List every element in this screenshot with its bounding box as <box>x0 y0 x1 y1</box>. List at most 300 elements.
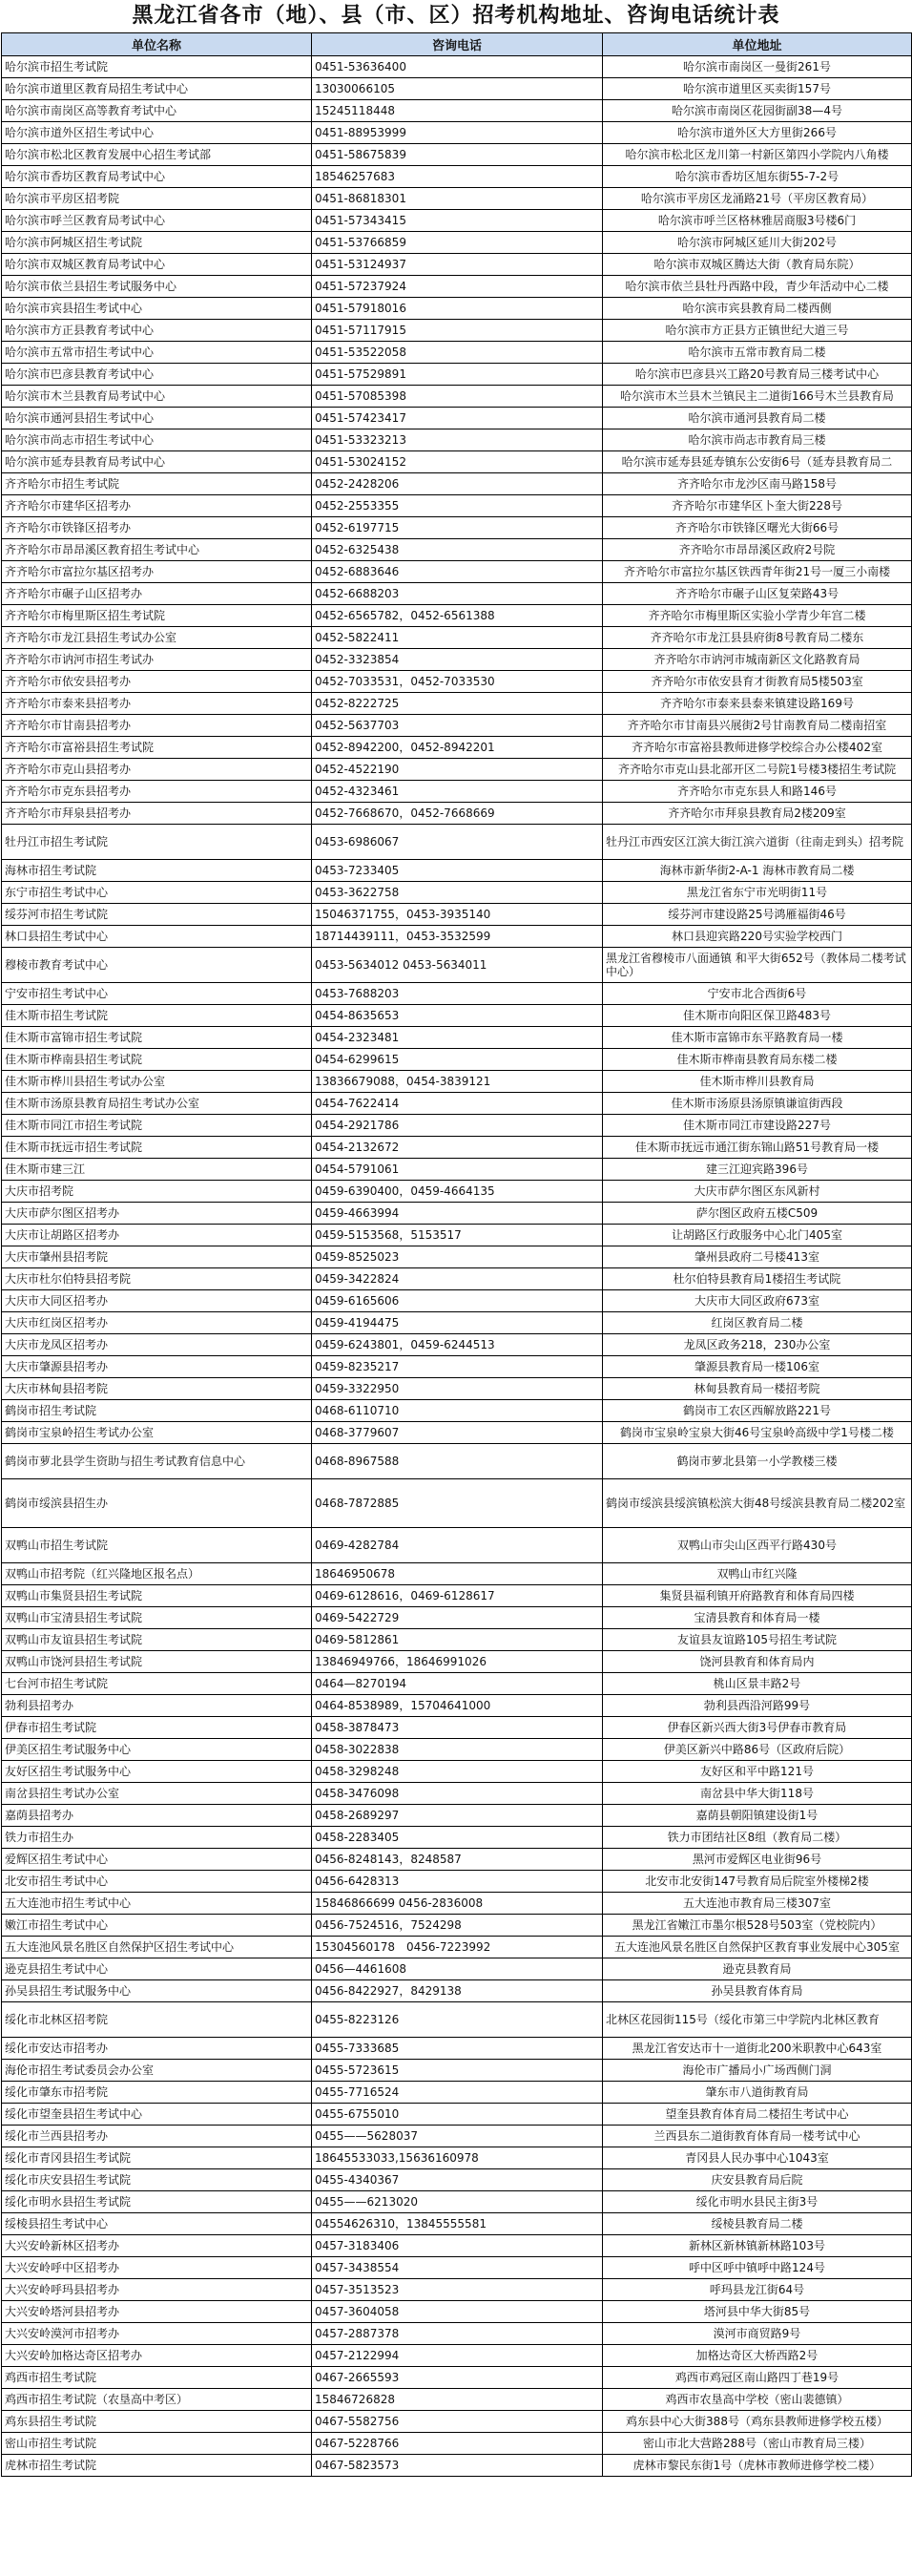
address-cell: 塔河县中华大街85号 <box>603 2301 912 2323</box>
header-phone: 咨询电话 <box>312 33 603 56</box>
address-cell: 望奎县教育体育局二楼招生考试中心 <box>603 2104 912 2126</box>
address-cell: 哈尔滨市宾县教育局二楼西侧 <box>603 298 912 320</box>
table-row <box>2 1629 912 1651</box>
unit-name-cell: 鹤岗市宝泉岭招生考试办公室 <box>2 1422 312 1444</box>
address-cell: 绥芬河市建设路25号鸿雁福街46号 <box>603 904 912 926</box>
phone-cell: 18646950678 <box>312 1563 603 1585</box>
phone-cell: 0456-7524516，7524298 <box>312 1915 603 1937</box>
phone-cell: 0452-6883646 <box>312 561 603 583</box>
address-cell: 龙凤区政务218，230办公室 <box>603 1334 912 1356</box>
phone-cell: 0457-3513523 <box>312 2279 603 2301</box>
table-row <box>2 1607 912 1629</box>
table-row <box>2 1181 912 1203</box>
address-cell: 饶河县教育和体育局内 <box>603 1651 912 1673</box>
phone-cell: 0454-6299615 <box>312 1049 603 1071</box>
address-cell: 哈尔滨市平房区龙涌路21号（平房区教育局） <box>603 188 912 210</box>
table-row <box>2 825 912 860</box>
address-cell: 齐齐哈尔市泰来县泰来镇建设路169号 <box>603 693 912 715</box>
unit-name-cell: 佳木斯市招生考试院 <box>2 1005 312 1027</box>
table-row <box>2 451 912 473</box>
phone-cell: 04554626310，13845555581 <box>312 2213 603 2235</box>
unit-name-cell: 大庆市大同区招考办 <box>2 1290 312 1312</box>
table-row <box>2 983 912 1005</box>
address-cell: 鹤岗市萝北县第一小学教楼三楼 <box>603 1444 912 1479</box>
address-cell: 哈尔滨市南岗区花园街副38—4号 <box>603 100 912 122</box>
address-cell: 齐齐哈尔市讷河市城南新区文化路教育局 <box>603 649 912 671</box>
address-cell: 林甸县教育局一楼招考院 <box>603 1378 912 1400</box>
address-cell: 哈尔滨市延寿县延寿镇东公安街6号（延寿县教育局二 <box>603 451 912 473</box>
table-row <box>2 2323 912 2345</box>
unit-name-cell: 海伦市招生考试委员会办公室 <box>2 2060 312 2082</box>
address-cell: 林口县迎宾路220号实验学校西门 <box>603 926 912 948</box>
unit-name-cell: 齐齐哈尔市梅里斯区招生考试院 <box>2 605 312 627</box>
phone-cell: 0455-5723615 <box>312 2060 603 2082</box>
unit-name-cell: 鹤岗市萝北县学生资助与招生考试教育信息中心 <box>2 1444 312 1479</box>
phone-cell: 0469-5812861 <box>312 1629 603 1651</box>
phone-cell: 0451-57343415 <box>312 210 603 232</box>
address-cell: 黑龙江省东宁市光明街11号 <box>603 882 912 904</box>
address-cell: 南岔县中华大街118号 <box>603 1783 912 1805</box>
phone-cell: 0451-53522058 <box>312 342 603 364</box>
address-cell: 佳木斯市汤原县汤原镇谦谊街西段 <box>603 1093 912 1115</box>
table-row <box>2 100 912 122</box>
address-cell: 佳木斯市桦南县教育局东楼二楼 <box>603 1049 912 1071</box>
table-row <box>2 882 912 904</box>
phone-cell: 0464—8270194 <box>312 1673 603 1695</box>
phone-cell: 0467-2665593 <box>312 2367 603 2389</box>
unit-name-cell: 鹤岗市招生考试院 <box>2 1400 312 1422</box>
table-row <box>2 1071 912 1093</box>
phone-cell: 0458-3878473 <box>312 1717 603 1739</box>
address-cell: 齐齐哈尔市富拉尔基区铁西青年街21号一厦三小南楼 <box>603 561 912 583</box>
unit-name-cell: 鸡西市招生考试院 <box>2 2367 312 2389</box>
table-row <box>2 473 912 495</box>
phone-cell: 18546257683 <box>312 166 603 188</box>
phone-cell: 0459-4194475 <box>312 1312 603 1334</box>
address-cell: 绥化市明水县民主街3号 <box>603 2191 912 2213</box>
phone-cell: 0451-53323213 <box>312 429 603 451</box>
address-cell: 齐齐哈尔市梅里斯区实验小学青少年宫二楼 <box>603 605 912 627</box>
table-row <box>2 1849 912 1871</box>
unit-name-cell: 齐齐哈尔市招生考试院 <box>2 473 312 495</box>
address-cell: 齐齐哈尔市富裕县教师进修学校综合办公楼402室 <box>603 737 912 759</box>
table-row <box>2 1203 912 1225</box>
address-cell: 牡丹江市西安区江滨大街江滨六道街（往南走到头）招考院 <box>603 825 912 860</box>
unit-name-cell: 伊春市招生考试院 <box>2 1717 312 1739</box>
phone-cell: 0464-8538989，15704641000 <box>312 1695 603 1717</box>
unit-name-cell: 大庆市肇州县招考院 <box>2 1246 312 1268</box>
table-row <box>2 517 912 539</box>
address-cell: 黑河市爱辉区电业街96号 <box>603 1849 912 1871</box>
unit-name-cell: 佳木斯市桦川县招生考试办公室 <box>2 1071 312 1093</box>
address-cell: 伊美区新兴中路86号（区政府后院） <box>603 1739 912 1761</box>
table-row <box>2 2345 912 2367</box>
phone-cell: 0453-3622758 <box>312 882 603 904</box>
table-row <box>2 342 912 364</box>
unit-name-cell: 双鸭山市友谊县招生考试院 <box>2 1629 312 1651</box>
unit-name-cell: 双鸭山市饶河县招生考试院 <box>2 1651 312 1673</box>
address-cell: 勃利县西沿河路99号 <box>603 1695 912 1717</box>
unit-name-cell: 佳木斯市抚远市招生考试院 <box>2 1137 312 1159</box>
phone-cell: 0454-2921786 <box>312 1115 603 1137</box>
unit-name-cell: 大庆市肇源县招考办 <box>2 1356 312 1378</box>
unit-name-cell: 五大连池风景名胜区自然保护区招生考试中心 <box>2 1937 312 1958</box>
address-cell: 友谊县友谊路105号招生考试院 <box>603 1629 912 1651</box>
phone-cell: 0458-2283405 <box>312 1827 603 1849</box>
table-row <box>2 320 912 342</box>
table-row <box>2 2235 912 2257</box>
address-cell: 肇源县教育局一楼106室 <box>603 1356 912 1378</box>
unit-name-cell: 友好区招生考试服务中心 <box>2 1761 312 1783</box>
unit-name-cell: 东宁市招生考试中心 <box>2 882 312 904</box>
unit-name-cell: 哈尔滨市宾县招生考试中心 <box>2 298 312 320</box>
unit-name-cell: 齐齐哈尔市泰来县招考办 <box>2 693 312 715</box>
phone-cell: 0459-8525023 <box>312 1246 603 1268</box>
phone-cell: 18645533033,15636160978 <box>312 2147 603 2169</box>
unit-name-cell: 虎林市招生考试院 <box>2 2455 312 2477</box>
phone-cell: 0451-57085398 <box>312 386 603 408</box>
phone-cell: 18714439111，0453-3532599 <box>312 926 603 948</box>
unit-name-cell: 双鸭山市宝清县招生考试院 <box>2 1607 312 1629</box>
unit-name-cell: 绥化市庆安县招生考试院 <box>2 2169 312 2191</box>
table-row <box>2 803 912 825</box>
address-cell: 让胡路区行政服务中心北门405室 <box>603 1225 912 1246</box>
table-row <box>2 1805 912 1827</box>
unit-name-cell: 哈尔滨市巴彦县教育考试中心 <box>2 364 312 386</box>
phone-cell: 0451-53024152 <box>312 451 603 473</box>
table-row <box>2 2213 912 2235</box>
address-cell: 哈尔滨市双城区腾达大街（教育局东院） <box>603 254 912 276</box>
address-cell: 铁力市团结社区8组（教育局二楼） <box>603 1827 912 1849</box>
address-cell: 北安市北安街147号教育局后院室外楼梯2楼 <box>603 1871 912 1893</box>
table-row <box>2 904 912 926</box>
table-row <box>2 2060 912 2082</box>
phone-cell: 0457-2122994 <box>312 2345 603 2367</box>
table-row <box>2 1980 912 2002</box>
address-cell: 佳木斯市富锦市东平路教育局一楼 <box>603 1027 912 1049</box>
header-row <box>2 33 912 56</box>
unit-name-cell: 大庆市让胡路区招考办 <box>2 1225 312 1246</box>
address-cell: 北林区花园街115号（绥化市第三中学院内北林区教育 <box>603 2002 912 2038</box>
unit-name-cell: 哈尔滨市双城区教育局考试中心 <box>2 254 312 276</box>
phone-cell: 0459-4663994 <box>312 1203 603 1225</box>
table-row <box>2 583 912 605</box>
unit-name-cell: 穆棱市教育考试中心 <box>2 948 312 983</box>
unit-name-cell: 哈尔滨市依兰县招生考试服务中心 <box>2 276 312 298</box>
address-cell: 齐齐哈尔市甘南县兴展街2号甘南教育局二楼南招室 <box>603 715 912 737</box>
unit-name-cell: 齐齐哈尔市克山县招考办 <box>2 759 312 781</box>
address-cell: 五大连池风景名胜区自然保护区教育事业发展中心305室 <box>603 1937 912 1958</box>
table-row <box>2 2257 912 2279</box>
phone-cell: 0455——5628037 <box>312 2126 603 2147</box>
address-cell: 齐齐哈尔市龙沙区南马路158号 <box>603 473 912 495</box>
unit-name-cell: 爱辉区招生考试中心 <box>2 1849 312 1871</box>
unit-name-cell: 大兴安岭呼中区招考办 <box>2 2257 312 2279</box>
phone-cell: 0452-4522190 <box>312 759 603 781</box>
address-cell: 肇东市八道街教育局 <box>603 2082 912 2104</box>
unit-name-cell: 北安市招生考试中心 <box>2 1871 312 1893</box>
table-row <box>2 1422 912 1444</box>
table-row <box>2 1444 912 1479</box>
address-cell: 呼中区呼中镇呼中路124号 <box>603 2257 912 2279</box>
phone-cell: 0452-3323854 <box>312 649 603 671</box>
unit-name-cell: 哈尔滨市香坊区教育局考试中心 <box>2 166 312 188</box>
table-row <box>2 737 912 759</box>
address-cell: 佳木斯市抚远市通江街东锦山路51号教育局一楼 <box>603 1137 912 1159</box>
phone-cell: 0469-4282784 <box>312 1528 603 1563</box>
phone-cell: 0459-3322950 <box>312 1378 603 1400</box>
contact-table <box>1 32 912 2477</box>
address-cell: 鹤岗市绥滨县绥滨镇松滨大街48号绥滨县教育局二楼202室 <box>603 1479 912 1528</box>
table-row <box>2 1225 912 1246</box>
address-cell: 大庆市大同区政府673室 <box>603 1290 912 1312</box>
phone-cell: 0455-4340367 <box>312 2169 603 2191</box>
phone-cell: 0469-6128616，0469-6128617 <box>312 1585 603 1607</box>
address-cell: 鸡西市农垦高中学校（密山裴德镇） <box>603 2389 912 2411</box>
phone-cell: 0453-7688203 <box>312 983 603 1005</box>
phone-cell: 0452-5822411 <box>312 627 603 649</box>
phone-cell: 15846726828 <box>312 2389 603 2411</box>
unit-name-cell: 佳木斯市富锦市招生考试院 <box>2 1027 312 1049</box>
table-row <box>2 1268 912 1290</box>
address-cell: 杜尔伯特县教育局1楼招生考试院 <box>603 1268 912 1290</box>
phone-cell: 0451-57423417 <box>312 408 603 429</box>
address-cell: 呼玛县龙江街64号 <box>603 2279 912 2301</box>
unit-name-cell: 绥化市兰西县招考办 <box>2 2126 312 2147</box>
table-row <box>2 2389 912 2411</box>
address-cell: 齐齐哈尔市克山县北部开区二号院1号楼3楼招生考试院 <box>603 759 912 781</box>
table-row <box>2 1246 912 1268</box>
address-cell: 齐齐哈尔市铁锋区曙光大街66号 <box>603 517 912 539</box>
address-cell: 哈尔滨市松北区龙川第一村新区第四小学院内八角楼 <box>603 144 912 166</box>
unit-name-cell: 大庆市招考院 <box>2 1181 312 1203</box>
address-cell: 密山市北大营路288号（密山市教育局三楼） <box>603 2433 912 2455</box>
unit-name-cell: 伊美区招生考试服务中心 <box>2 1739 312 1761</box>
unit-name-cell: 大兴安岭漠河市招考办 <box>2 2323 312 2345</box>
phone-cell: 0459-6390400，0459-4664135 <box>312 1181 603 1203</box>
unit-name-cell: 哈尔滨市平房区招考院 <box>2 188 312 210</box>
phone-cell: 0456—4461608 <box>312 1958 603 1980</box>
table-row <box>2 2455 912 2477</box>
phone-cell: 13846949766，18646991026 <box>312 1651 603 1673</box>
table-row <box>2 539 912 561</box>
phone-cell: 0452-6688203 <box>312 583 603 605</box>
table-row <box>2 1673 912 1695</box>
address-cell: 新林区新林镇新林路103号 <box>603 2235 912 2257</box>
table-row <box>2 2367 912 2389</box>
address-cell: 黑龙江省穆棱市八面通镇 和平大街652号（教体局二楼考试中心） <box>603 948 912 983</box>
phone-cell: 0454-7622414 <box>312 1093 603 1115</box>
unit-name-cell: 哈尔滨市木兰县教育局考试中心 <box>2 386 312 408</box>
phone-cell: 0459-5153568，5153517 <box>312 1225 603 1246</box>
phone-cell: 0456-8422927，8429138 <box>312 1980 603 2002</box>
table-row <box>2 2038 912 2060</box>
table-row <box>2 1871 912 1893</box>
table-row <box>2 2002 912 2038</box>
address-cell: 大庆市萨尔图区东风新村 <box>603 1181 912 1203</box>
address-cell: 嘉荫县朝阳镇建设街1号 <box>603 1805 912 1827</box>
table-row <box>2 1695 912 1717</box>
address-cell: 绥棱县教育局二楼 <box>603 2213 912 2235</box>
table-row <box>2 693 912 715</box>
table-row <box>2 144 912 166</box>
table-row <box>2 1356 912 1378</box>
address-cell: 佳木斯市同江市建设路227号 <box>603 1115 912 1137</box>
unit-name-cell: 嘉荫县招考办 <box>2 1805 312 1827</box>
phone-cell: 0467-5228766 <box>312 2433 603 2455</box>
phone-cell: 0459-6243801，0459-6244513 <box>312 1334 603 1356</box>
table-row <box>2 781 912 803</box>
address-cell: 宁安市北合西街6号 <box>603 983 912 1005</box>
unit-name-cell: 齐齐哈尔市昂昂溪区教育招生考试中心 <box>2 539 312 561</box>
unit-name-cell: 哈尔滨市通河县招生考试中心 <box>2 408 312 429</box>
table-row <box>2 1958 912 1980</box>
unit-name-cell: 大庆市龙凤区招考办 <box>2 1334 312 1356</box>
unit-name-cell: 哈尔滨市招生考试院 <box>2 56 312 78</box>
table-row <box>2 1334 912 1356</box>
address-cell: 哈尔滨市尚志市教育局三楼 <box>603 429 912 451</box>
table-row <box>2 759 912 781</box>
phone-cell: 15245118448 <box>312 100 603 122</box>
phone-cell: 0454-2132672 <box>312 1137 603 1159</box>
address-cell: 红岗区教育局二楼 <box>603 1312 912 1334</box>
address-cell: 哈尔滨市香坊区旭东街55-7-2号 <box>603 166 912 188</box>
table-row <box>2 1049 912 1071</box>
table-row <box>2 1651 912 1673</box>
phone-cell: 0455-7716524 <box>312 2082 603 2104</box>
phone-cell: 0468-3779607 <box>312 1422 603 1444</box>
table-row <box>2 1093 912 1115</box>
unit-name-cell: 哈尔滨市南岗区高等教育考试中心 <box>2 100 312 122</box>
table-row <box>2 188 912 210</box>
address-cell: 哈尔滨市五常市教育局二楼 <box>603 342 912 364</box>
header-unit-name: 单位名称 <box>2 33 312 56</box>
table-row <box>2 926 912 948</box>
phone-cell: 0451-86818301 <box>312 188 603 210</box>
phone-cell: 0455——6213020 <box>312 2191 603 2213</box>
header-address: 单位地址 <box>603 33 912 56</box>
phone-cell: 0468-7872885 <box>312 1479 603 1528</box>
phone-cell: 0456-8248143，8248587 <box>312 1849 603 1871</box>
unit-name-cell: 双鸭山市招考院（红兴隆地区报名点） <box>2 1563 312 1585</box>
address-cell: 哈尔滨市木兰县木兰镇民主二道街166号木兰县教育局 <box>603 386 912 408</box>
table-row <box>2 254 912 276</box>
unit-name-cell: 佳木斯市桦南县招生考试院 <box>2 1049 312 1071</box>
phone-cell: 0452-7033531，0452-7033530 <box>312 671 603 693</box>
table-row <box>2 386 912 408</box>
unit-name-cell: 哈尔滨市五常市招生考试中心 <box>2 342 312 364</box>
unit-name-cell: 绥化市肇东市招考院 <box>2 2082 312 2104</box>
phone-cell: 0452-8942200，0452-8942201 <box>312 737 603 759</box>
table-row <box>2 948 912 983</box>
unit-name-cell: 齐齐哈尔市克东县招考办 <box>2 781 312 803</box>
phone-cell: 0452-7668670，0452-7668669 <box>312 803 603 825</box>
phone-cell: 0454-8635653 <box>312 1005 603 1027</box>
address-cell: 海伦市广播局小广场西侧门洞 <box>603 2060 912 2082</box>
unit-name-cell: 齐齐哈尔市甘南县招考办 <box>2 715 312 737</box>
phone-cell: 0457-2887378 <box>312 2323 603 2345</box>
address-cell: 伊春区新兴西大街3号伊春市教育局 <box>603 1717 912 1739</box>
address-cell: 佳木斯市向阳区保卫路483号 <box>603 1005 912 1027</box>
unit-name-cell: 哈尔滨市松北区教育发展中心招生考试部 <box>2 144 312 166</box>
table-row <box>2 1137 912 1159</box>
address-cell: 哈尔滨市南岗区一曼街261号 <box>603 56 912 78</box>
phone-cell: 0452-5637703 <box>312 715 603 737</box>
phone-cell: 0459-8235217 <box>312 1356 603 1378</box>
address-cell: 桃山区景丰路2号 <box>603 1673 912 1695</box>
phone-cell: 0453-5634012 0453-5634011 <box>312 948 603 983</box>
table-row <box>2 1915 912 1937</box>
unit-name-cell: 大兴安岭新林区招考办 <box>2 2235 312 2257</box>
unit-name-cell: 绥化市青冈县招生考试院 <box>2 2147 312 2169</box>
unit-name-cell: 哈尔滨市延寿县教育局考试中心 <box>2 451 312 473</box>
unit-name-cell: 双鸭山市集贤县招生考试院 <box>2 1585 312 1607</box>
address-cell: 齐齐哈尔市昂昂溪区政府2号院 <box>603 539 912 561</box>
phone-cell: 0451-57117915 <box>312 320 603 342</box>
unit-name-cell: 林口县招生考试中心 <box>2 926 312 948</box>
unit-name-cell: 鸡东县招生考试院 <box>2 2411 312 2433</box>
phone-cell: 0458-3476098 <box>312 1783 603 1805</box>
table-row <box>2 2147 912 2169</box>
table-row <box>2 122 912 144</box>
table-row <box>2 364 912 386</box>
address-cell: 加格达奇区大桥西路2号 <box>603 2345 912 2367</box>
phone-cell: 0458-3022838 <box>312 1739 603 1761</box>
phone-cell: 0457-3438554 <box>312 2257 603 2279</box>
unit-name-cell: 大庆市杜尔伯特县招考院 <box>2 1268 312 1290</box>
unit-name-cell: 勃利县招考办 <box>2 1695 312 1717</box>
table-row <box>2 1585 912 1607</box>
unit-name-cell: 哈尔滨市道里区教育局招生考试中心 <box>2 78 312 100</box>
address-cell: 逊克县教育局 <box>603 1958 912 1980</box>
document-title: 黑龙江省各市（地）、县（市、区）招考机构地址、咨询电话统计表 <box>132 4 780 28</box>
table-row <box>2 2411 912 2433</box>
table-row <box>2 2279 912 2301</box>
phone-cell: 0452-6565782，0452-6561388 <box>312 605 603 627</box>
address-cell: 五大连池市教育局三楼307室 <box>603 1893 912 1915</box>
unit-name-cell: 孙吴县招生考试服务中心 <box>2 1980 312 2002</box>
phone-cell: 0451-58675839 <box>312 144 603 166</box>
phone-cell: 0459-3422824 <box>312 1268 603 1290</box>
unit-name-cell: 绥芬河市招生考试院 <box>2 904 312 926</box>
unit-name-cell: 哈尔滨市道外区招生考试中心 <box>2 122 312 144</box>
unit-name-cell: 佳木斯市汤原县教育局招生考试办公室 <box>2 1093 312 1115</box>
table-row <box>2 166 912 188</box>
phone-cell: 0452-4323461 <box>312 781 603 803</box>
phone-cell: 0452-8222725 <box>312 693 603 715</box>
unit-name-cell: 双鸭山市招生考试院 <box>2 1528 312 1563</box>
address-cell: 哈尔滨市道外区大方里街266号 <box>603 122 912 144</box>
table-row <box>2 1739 912 1761</box>
phone-cell: 0452-2553355 <box>312 495 603 517</box>
unit-name-cell: 七台河市招生考试院 <box>2 1673 312 1695</box>
phone-cell: 0453-6986067 <box>312 825 603 860</box>
phone-cell: 13030066105 <box>312 78 603 100</box>
phone-cell: 0459-6165606 <box>312 1290 603 1312</box>
table-row <box>2 860 912 882</box>
address-cell: 双鸭山市尖山区西平行路430号 <box>603 1528 912 1563</box>
address-cell: 鹤岗市工农区西解放路221号 <box>603 1400 912 1422</box>
address-cell: 齐齐哈尔市建华区卜奎大街228号 <box>603 495 912 517</box>
address-cell: 建三江迎宾路396号 <box>603 1159 912 1181</box>
address-cell: 兰西县东二道街教育体育局一楼考试中心 <box>603 2126 912 2147</box>
table-row <box>2 56 912 78</box>
phone-cell: 0458-2689297 <box>312 1805 603 1827</box>
phone-cell: 0468-6110710 <box>312 1400 603 1422</box>
table-row <box>2 1027 912 1049</box>
address-cell: 鸡西市鸡冠区南山路四丁巷19号 <box>603 2367 912 2389</box>
address-cell: 哈尔滨市方正县方正镇世纪大道三号 <box>603 320 912 342</box>
